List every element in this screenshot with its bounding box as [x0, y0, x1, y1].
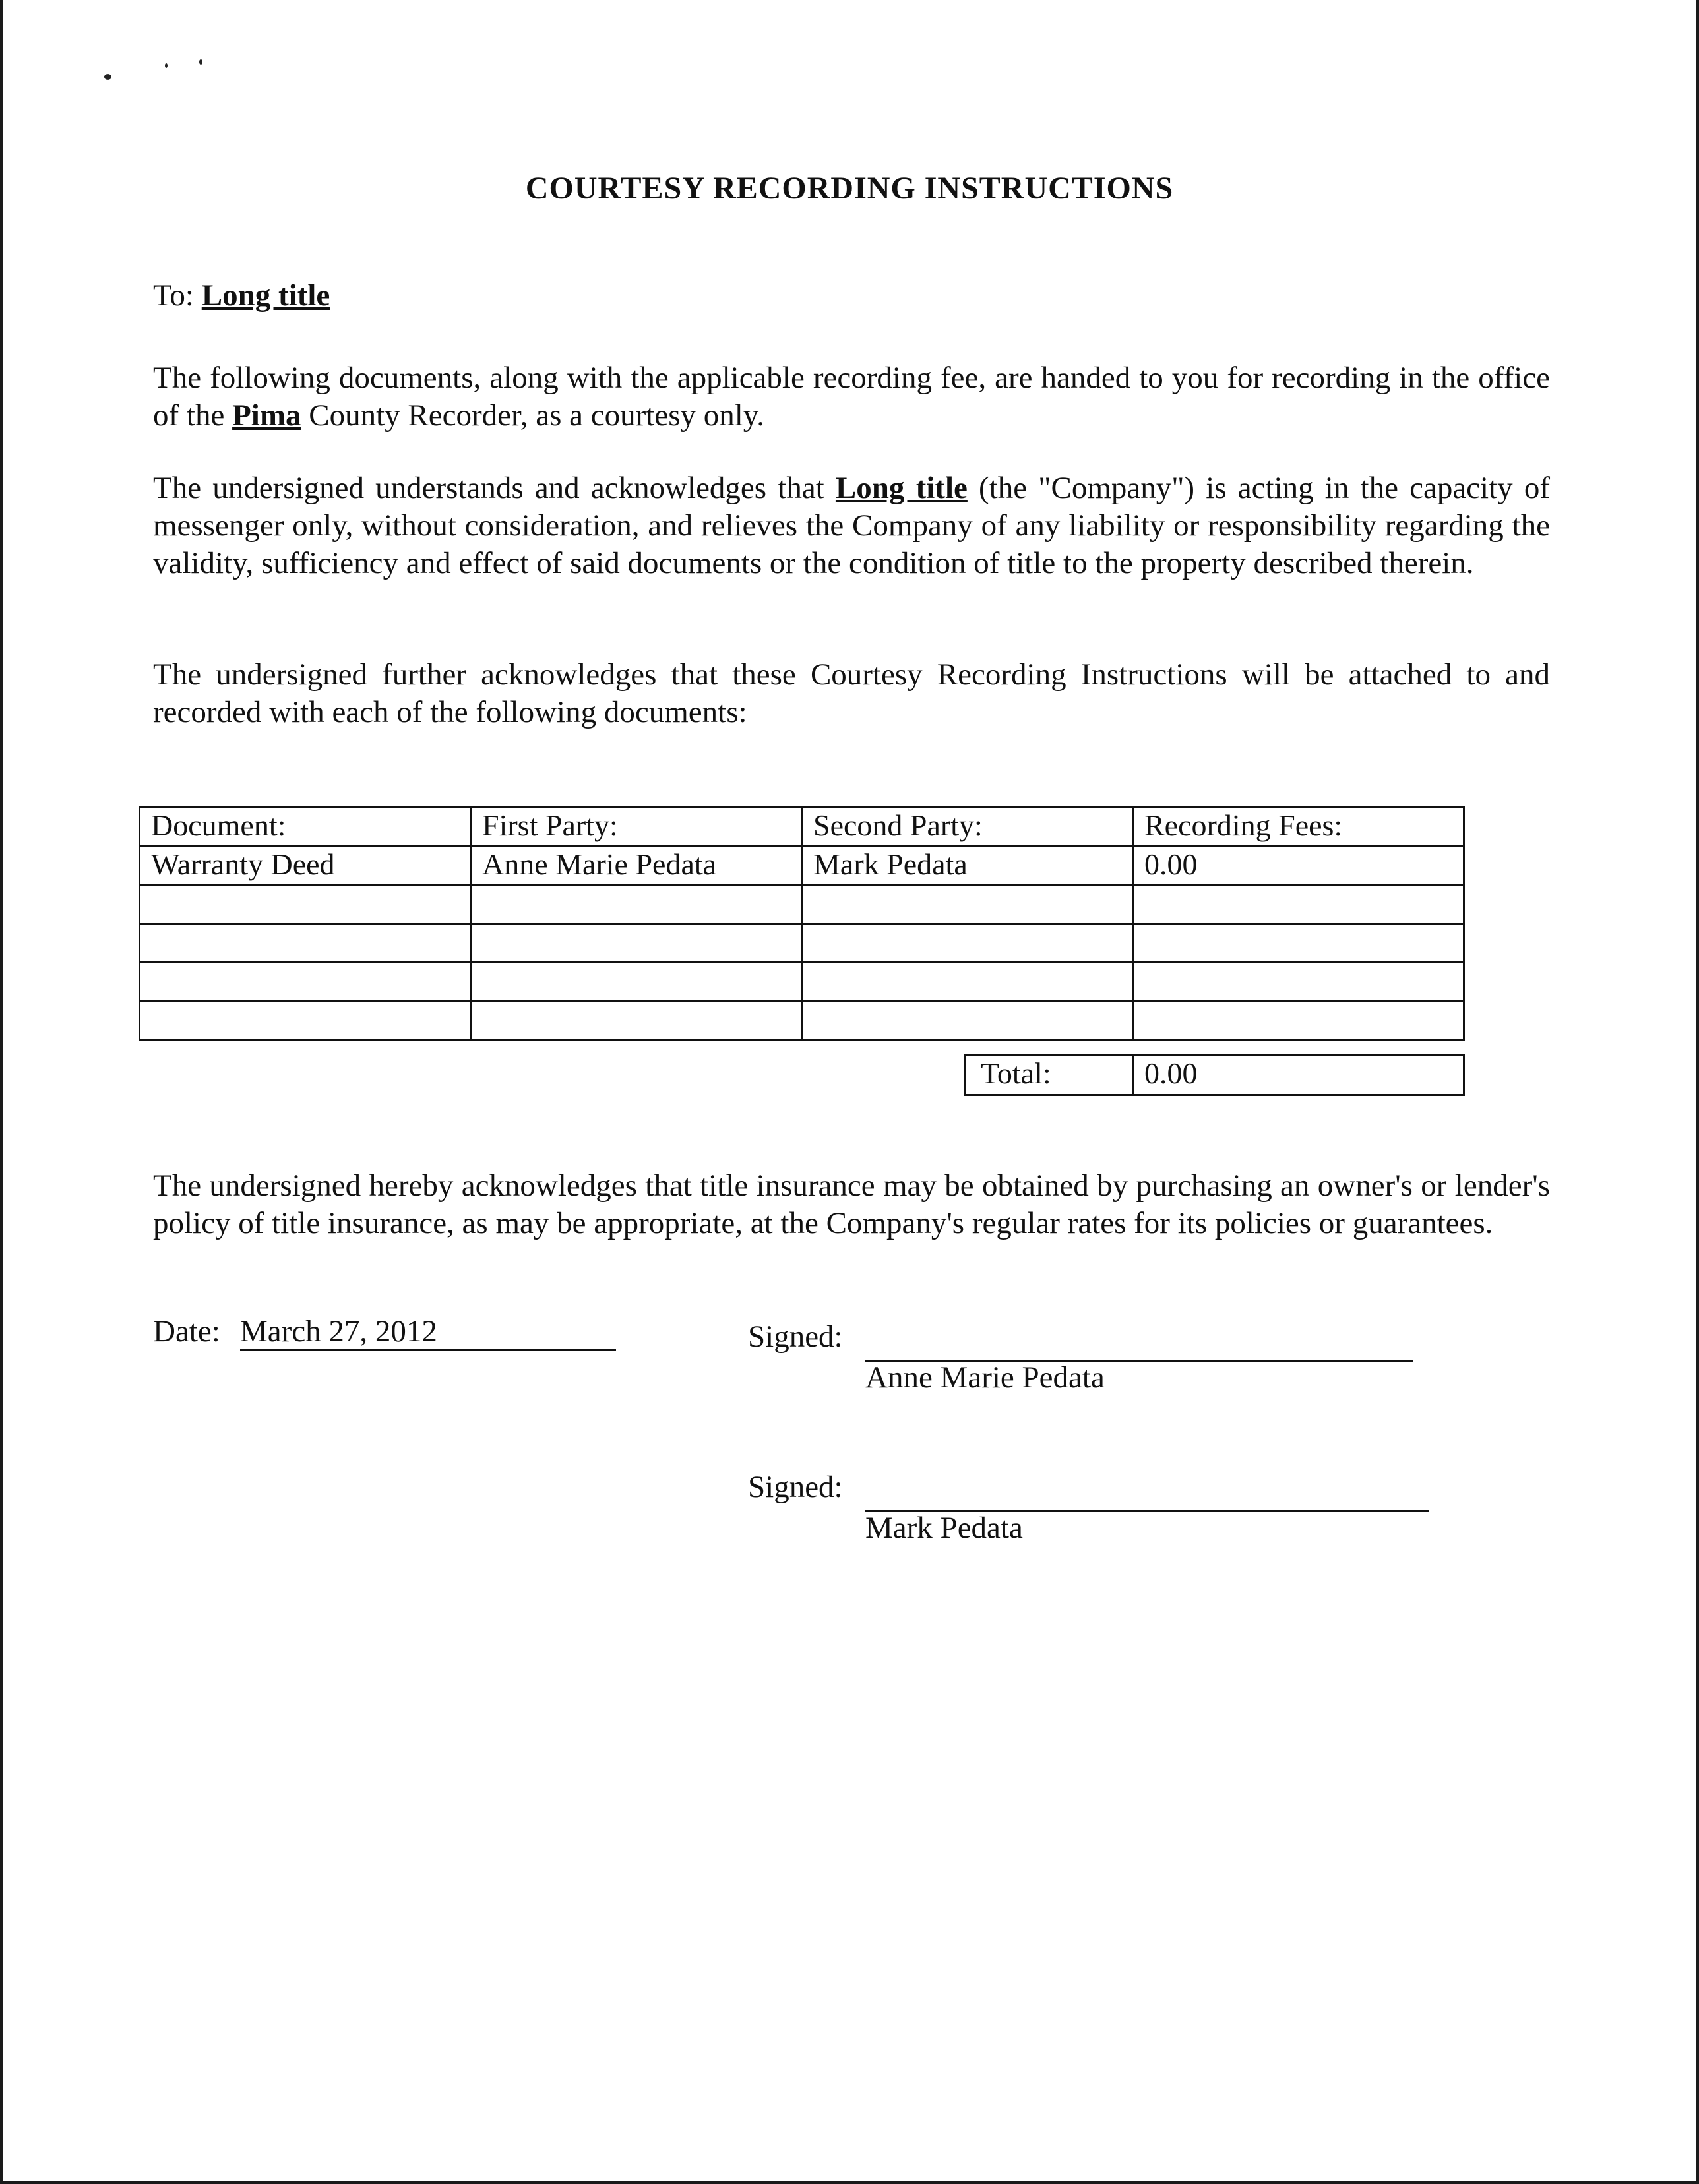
cell-first-party: [471, 924, 802, 963]
paragraph-recording-text-a: The following documents, along with the applicable recording fee, are handed to you for recording in the office of the: [153, 361, 1550, 433]
scan-border-right: [1696, 0, 1699, 2184]
cell-document: [140, 924, 471, 963]
header-recording-fees: Recording Fees:: [1133, 807, 1464, 846]
paragraph-messenger-text-b: (the "Company") is acting in the capacity of messenger only, without consideration, and relieves the Company of any liability or responsibility regarding the validity, sufficiency and effect of said documents or the condition of title to the property described therein.: [153, 471, 1550, 580]
cell-second-party: Mark Pedata: [802, 846, 1133, 885]
cell-recording-fee: [1133, 1002, 1464, 1041]
header-first-party: First Party:: [471, 807, 802, 846]
cell-first-party: [471, 963, 802, 1002]
date-value: March 27, 2012: [240, 1314, 616, 1351]
addressee-line: [153, 277, 1550, 315]
signature-label-2: Signed:: [748, 1470, 843, 1504]
paragraph-messenger: [153, 470, 1550, 582]
table-row: [140, 924, 1464, 963]
date-label: Date:: [153, 1314, 220, 1349]
scan-border-left: [0, 0, 3, 2184]
paragraph-recording-text-b: County Recorder, as a courtesy only.: [301, 398, 764, 433]
cell-second-party: [802, 924, 1133, 963]
county-name: Pima: [232, 398, 301, 433]
cell-second-party: [802, 963, 1133, 1002]
to-label: To:: [153, 278, 194, 313]
cell-document: [140, 885, 471, 924]
signer-name-1: Anne Marie Pedata: [865, 1360, 1105, 1395]
cell-first-party: Anne Marie Pedata: [471, 846, 802, 885]
total-value: 0.00: [1133, 1055, 1464, 1095]
scan-border-bottom: [0, 2181, 1699, 2184]
cell-recording-fee: [1133, 963, 1464, 1002]
scan-speck: [199, 59, 202, 65]
cell-document: [140, 1002, 471, 1041]
total-label: Total:: [966, 1055, 1133, 1095]
scan-speck: [165, 63, 168, 68]
signature-label-1: Signed:: [748, 1320, 843, 1354]
table-row: [140, 963, 1464, 1002]
total-row: [966, 1055, 1464, 1095]
table-row: [140, 1002, 1464, 1041]
total-table: [964, 1054, 1465, 1096]
paragraph-messenger-text-a: The undersigned understands and acknowledges that: [153, 471, 836, 505]
paragraph-title-insurance: The undersigned hereby acknowledges that title insurance may be obtained by purchasing an owner's or lender's policy of title insurance, as may be appropriate, at the Company's regular rates for its policies or guarantees.: [153, 1168, 1550, 1240]
cell-first-party: [471, 885, 802, 924]
cell-document: Warranty Deed: [140, 846, 471, 885]
addressee-company: Long title: [201, 278, 330, 313]
table-row: [140, 846, 1464, 885]
cell-recording-fee: [1133, 924, 1464, 963]
table-row: [140, 885, 1464, 924]
header-document: Document:: [140, 807, 471, 846]
documents-table: [139, 806, 1465, 1041]
scan-speck: [104, 74, 111, 80]
cell-second-party: [802, 1002, 1133, 1041]
cell-recording-fee: [1133, 885, 1464, 924]
cell-document: [140, 963, 471, 1002]
signer-name-2: Mark Pedata: [865, 1511, 1023, 1545]
paragraph-attachment: The undersigned further acknowledges that these Courtesy Recording Instructions will be attached to and recorded with each of the following documents:: [153, 657, 1550, 729]
cell-recording-fee: 0.00: [1133, 846, 1464, 885]
cell-second-party: [802, 885, 1133, 924]
cell-first-party: [471, 1002, 802, 1041]
document-title: COURTESY RECORDING INSTRUCTIONS: [525, 171, 1174, 206]
table-header-row: [140, 807, 1464, 846]
paragraph-recording: [153, 359, 1550, 435]
company-name: Long title: [835, 471, 968, 505]
header-second-party: Second Party:: [802, 807, 1133, 846]
